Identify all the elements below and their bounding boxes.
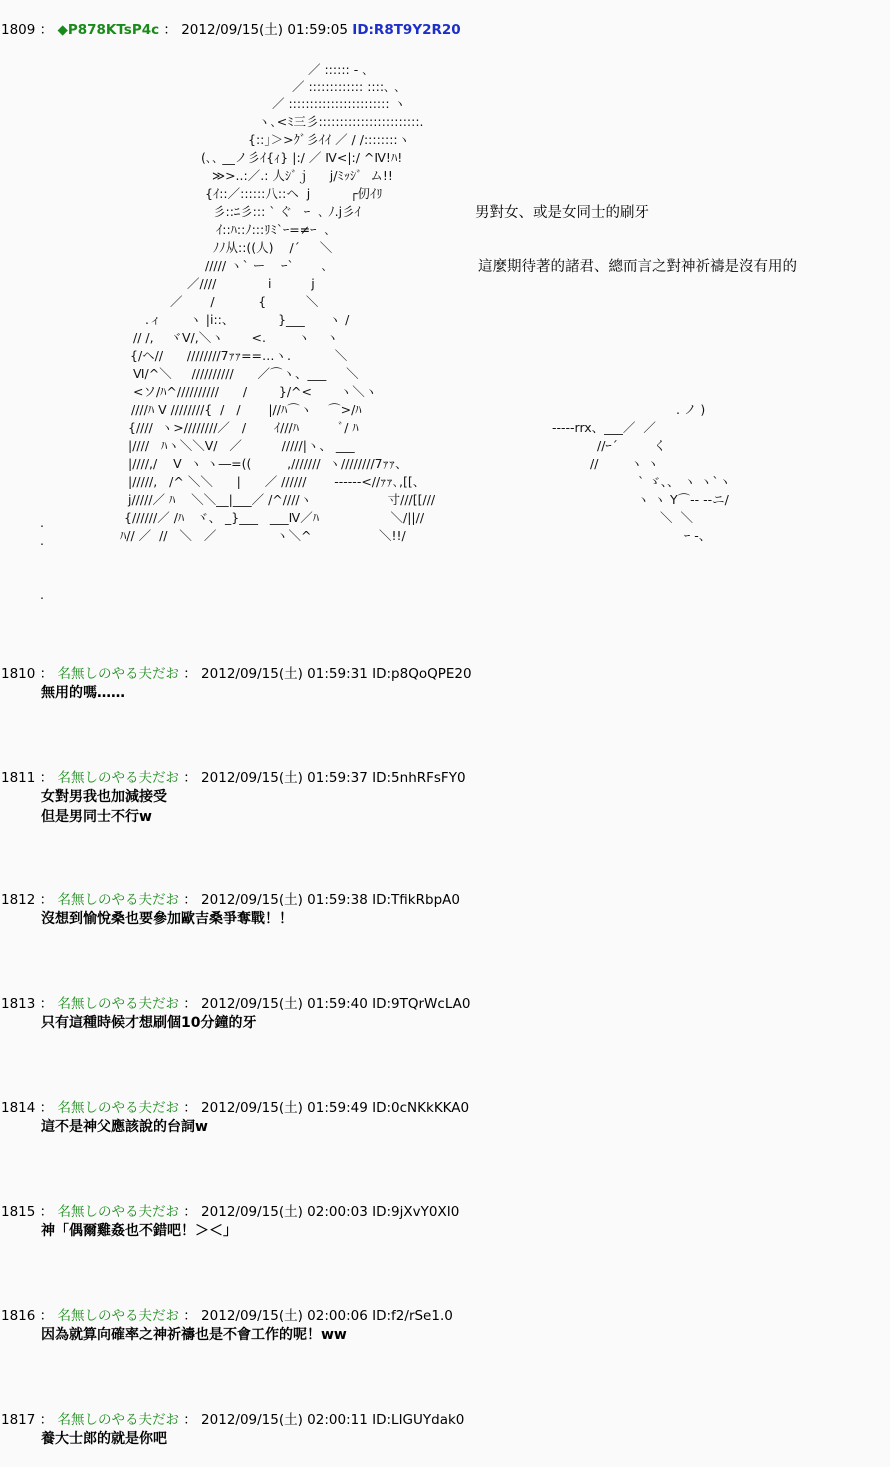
separator: ： [183,892,197,908]
post-date: 2012/09/15(土) 01:59:37 [201,770,368,786]
aa-line: ///// ヽ` ー ｰ` ､ [205,258,328,273]
aa-line: {ｲ::／::::::八::ヘ j ┌仞ｲﾘ [205,186,383,201]
post-number: 1809 [1,22,36,38]
aa-line: . ノ ) [676,402,706,417]
separator: ： [183,1308,197,1324]
separator: ： [39,1100,54,1116]
aa-line: ／ / { ＼ [170,294,319,309]
aa-line: ／//// i j [187,276,315,291]
aa-line: ｲ::ﾊ::ﾉ:::ﾘﾐ`ｰ=≠ｰ ､ [216,222,331,237]
separator: ： [39,996,54,1012]
aa-line: ` ゞ、、 ヽ ヽ`ヽ [638,474,732,489]
aa-line: ﾉﾉ从::((人) /´ ＼ [213,240,333,255]
post-body-1810: 無用的嗎…… [41,685,125,701]
poster-name[interactable]: 名無しのやる夫だお [57,1100,179,1116]
aa-line: //ｰ´ く [597,438,667,453]
aa-line: .ィ ヽ |i::、 }___ ヽ / [145,312,350,327]
aa-line: 彡::ﾆ彡::: ` ぐ ｰ ､ ﾉ.j彡ｲ [213,204,361,219]
poster-name[interactable]: 名無しのやる夫だお [57,1412,179,1428]
aa-line: {//////／ /ﾊ ヾ、 _}___ ___Ⅳ／ﾊ ＼/||// [124,510,425,525]
post-header-1811 [1,769,466,787]
aa-line: // ヽ ヽ [590,456,660,471]
separator: ： [39,666,54,682]
aa-line: <ソ/ﾊ^////////// / }/^< ヽ＼ヽ [133,384,378,399]
poster-name[interactable]: 名無しのやる夫だお [57,770,179,786]
poster-name[interactable]: 名無しのやる夫だお [57,996,179,1012]
aa-line: Ⅵ/^＼ ////////// ／⌒ヽ、___ ＼ [133,366,359,381]
separator: ： [39,1308,54,1324]
post-date: 2012/09/15(土) 02:00:03 [201,1204,368,1220]
aa-line: ／ :::::::::::::::::::::::: ヽ [272,96,407,111]
aa-line: ヽ､<ﾐ三彡::::::::::::::::::::::::. [258,114,424,129]
post-date: 2012/09/15(土) 01:59:49 [201,1100,368,1116]
post-number: 1814 [1,1100,36,1116]
post-header-1817 [1,1411,464,1429]
poster-id[interactable]: ID:R8T9Y2R20 [352,22,461,38]
aa-line: ////ﾊ V ////////{ / / |//ﾊ⌒ヽ ⌒>/ﾊ [131,402,362,417]
aa-line: ／ ::::::::::::: ::::､ ､ [292,79,401,94]
poster-id[interactable]: ID:LIGUYdak0 [372,1412,465,1428]
separator: ： [39,770,54,786]
poster-id[interactable]: ID:p8QoQPE20 [372,666,472,682]
post-body-1816: 因為就算向確率之神祈禱也是不會工作的呢！ww [41,1327,347,1343]
post-header-1810 [1,665,472,683]
aa-line: ＼ ＼ [660,510,693,525]
separator: ： [183,666,197,682]
aa-dot: . [40,515,44,530]
post-date: 2012/09/15(土) 01:59:05 [181,22,348,38]
aa-line: ﾊ// ／ // ＼ ／ ヽ＼^ ＼!!/ [120,528,406,543]
aa-line: ヽ ヽ Y⌒‐‐ ‐‐ニ/ [637,492,729,507]
aa-line: -----rrx、___／ ／ [552,420,656,435]
separator: ： [39,1412,54,1428]
post-body-1813: 只有這種時候才想刷個10分鐘的牙 [41,1015,257,1031]
poster-id[interactable]: ID:5nhRFsFY0 [372,770,466,786]
poster-id[interactable]: ID:f2/rSe1.0 [372,1308,453,1324]
post-body-1812: 沒想到愉悅桑也要參加歐吉桑爭奪戰！！ [41,911,293,927]
aa-line: ≫>..:／.: 人ｼﾞｊ j/ﾐｯｼﾞ ム!! [212,168,393,183]
poster-id[interactable]: ID:TfikRbpA0 [372,892,460,908]
aa-line: ／ :::::: ‐ ､ [308,62,369,77]
post-number: 1816 [1,1308,36,1324]
post-number: 1810 [1,666,36,682]
separator: ： [183,1100,197,1116]
aa-line: |////,/ V ヽ ヽ―=(( ,/////// ヽ////////7ｧｧ、 [128,456,408,471]
aa-caption: 這麼期待著的諸君、總而言之對神祈禱是沒有用的 [478,259,797,275]
separator: ： [39,22,54,38]
aa-line: j/////／ ﾊ ＼＼__|___／ /^////ヽ 寸///[[/// [128,492,436,507]
post-body-1817: 養大士郎的就是你吧 [41,1431,167,1447]
aa-dot: . [40,533,44,548]
post-number: 1813 [1,996,36,1012]
post-date: 2012/09/15(土) 02:00:06 [201,1308,368,1324]
post-header-1815 [1,1203,459,1221]
post-date: 2012/09/15(土) 01:59:40 [201,996,368,1012]
poster-id[interactable]: ID:9TQrWcLA0 [372,996,471,1012]
aa-line: ｰ ‐、 [684,528,712,543]
post-date: 2012/09/15(土) 01:59:38 [201,892,368,908]
separator: ： [39,1204,54,1220]
poster-id[interactable]: ID:0cNKkKKA0 [372,1100,470,1116]
separator: ： [183,1412,197,1428]
separator: ： [183,1204,197,1220]
aa-line: |/////, /^ ＼＼ | ／ ////// ‐‐‐‐‐‐<//ｧｧ､,[[、 [128,474,426,489]
ascii-art [0,55,890,615]
separator: ： [39,892,54,908]
poster-name[interactable]: 名無しのやる夫だお [57,666,179,682]
aa-line: {//// ヽ>////////／ / ｲ///ﾊ ﾞ/ ﾊ [128,420,359,435]
aa-line: (､､ __ノ彡ｲ{ｨ} |:/ ／ Ⅳ<|:/ ^Ⅳ!ﾊ! [201,150,403,165]
poster-name[interactable]: 名無しのやる夫だお [57,1204,179,1220]
poster-name[interactable]: 名無しのやる夫だお [57,892,179,908]
post-number: 1812 [1,892,36,908]
poster-name[interactable]: ◆P878KTsP4c [57,22,160,38]
post-date: 2012/09/15(土) 01:59:31 [201,666,368,682]
post-number: 1811 [1,770,36,786]
aa-line: {/ヘ// ////////7ｧｧ==…ヽ. ＼ [130,348,348,363]
separator: ： [183,770,197,786]
separator: ： [183,996,197,1012]
post-header-1812 [1,891,460,909]
post-header-1809 [1,21,461,39]
aa-line: {::｣＞>ｸﾞ彡ｲｲ ／ / /::::::::ヽ [248,132,411,147]
post-header-1813 [1,995,471,1013]
post-body-1815: 神「偶爾雞姦也不錯吧！＞＜」 [41,1223,237,1239]
aa-dot: . [40,587,44,602]
aa-caption: 男對女、或是女同士的刷牙 [475,205,649,221]
post-date: 2012/09/15(土) 02:00:11 [201,1412,368,1428]
post-number: 1815 [1,1204,36,1220]
post-body-1811: 女對男我也加減接受 但是男同士不行w [41,789,167,825]
poster-id[interactable]: ID:9jXvY0XI0 [372,1204,460,1220]
aa-line: // /, ヾV/,＼ヽ <. ヽ ヽ [133,330,339,345]
poster-name[interactable]: 名無しのやる夫だお [57,1308,179,1324]
post-number: 1817 [1,1412,36,1428]
aa-line: |//// ﾊヽ＼＼V/ ／ /////|ヽ、 ___ [128,438,355,453]
post-header-1814 [1,1099,469,1117]
post-body-1814: 這不是神父應該說的台詞w [41,1119,208,1135]
post-header-1816 [1,1307,453,1325]
separator: ： [163,22,177,38]
